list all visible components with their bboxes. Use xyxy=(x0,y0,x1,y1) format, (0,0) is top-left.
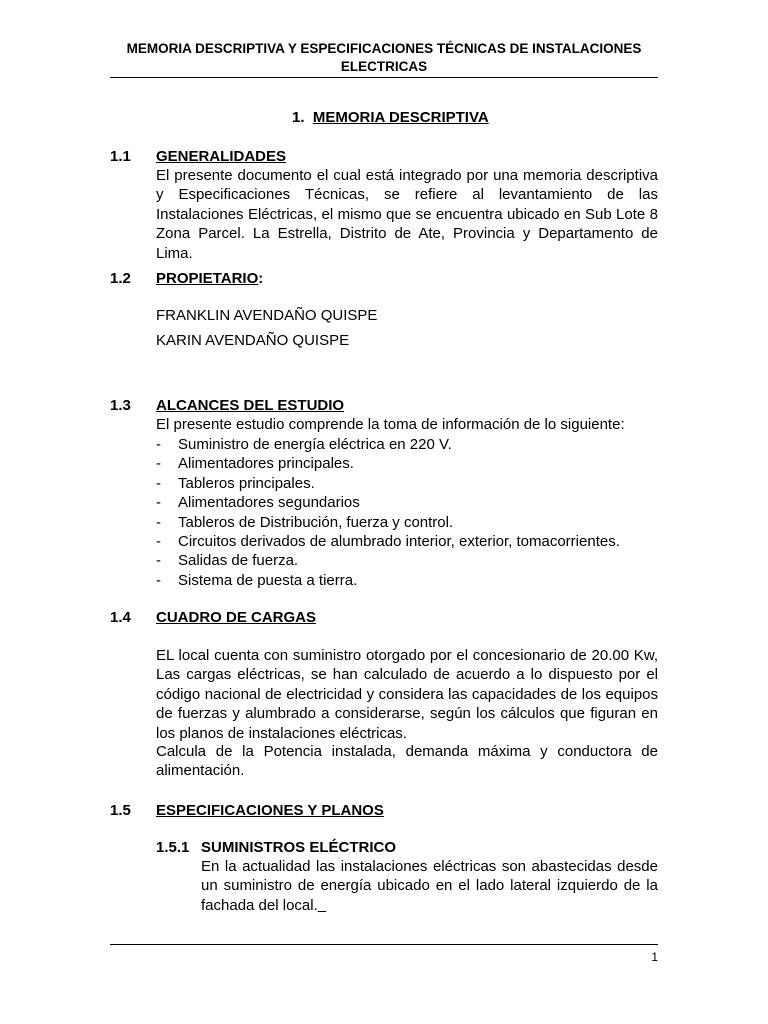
list-item: - Tableros principales. xyxy=(156,474,315,492)
section-number: 1.4 xyxy=(110,609,131,626)
section-title-colon: : xyxy=(258,270,264,287)
section-title: GENERALIDADES xyxy=(156,148,287,165)
suministros-paragraph: En la actualidad las instalaciones eléctricas son abastecidas desde un suministro de energía ubicado en el lado lateral izquierdo de la fachada del local. xyxy=(201,858,658,914)
subsection-number: 1.5.1 xyxy=(156,839,190,856)
main-title-text: MEMORIA DESCRIPTIVA xyxy=(312,109,489,126)
alcances-list xyxy=(156,435,658,590)
list-item: - Circuitos derivados de alumbrado interior, exterior, tomacorrientes. xyxy=(156,532,620,550)
section-title: ALCANCES DEL ESTUDIO xyxy=(156,397,345,414)
section-number: 1.5 xyxy=(110,802,131,819)
footer-rule xyxy=(110,944,658,945)
cuadro-cargas-paragraph-2: Calcula de la Potencia instalada, demanda máxima y conductora de alimentación. xyxy=(156,743,658,780)
section-number: 1.3 xyxy=(110,397,131,414)
owner-name: FRANKLIN AVENDAÑO QUISPE xyxy=(156,307,378,324)
page-header: MEMORIA DESCRIPTIVA Y ESPECIFICACIONES TÉCNICAS DE INSTALACIONES ELECTRICAS xyxy=(126,41,642,74)
list-item: - Suministro de energía eléctrica en 220 V. xyxy=(156,436,452,453)
section-title: ESPECIFICACIONES Y PLANOS xyxy=(156,802,384,819)
section-title: CUADRO DE CARGAS xyxy=(156,609,317,626)
list-item: - Alimentadores principales. xyxy=(156,455,354,473)
section-number: 1.2 xyxy=(110,270,131,287)
section-number: 1.1 xyxy=(110,148,131,165)
list-item: - Alimentadores segundarios xyxy=(156,494,360,512)
page-number: 1 xyxy=(651,950,658,964)
subsection-title: SUMINISTROS ELÉCTRICO xyxy=(201,839,397,856)
generalidades-paragraph: El presente documento el cual está integrado por una memoria descriptiva y Especificaciones Técnicas, se refiere al levantamiento de las Instalaciones Eléctricas, el mismo que se encuentra ubicado en Sub Lote 8 Zona Parcel. La Estrella, Distrito de Ate, Provincia y Departamento de Lima. xyxy=(156,167,658,262)
list-item: - Sistema de puesta a tierra. xyxy=(156,571,358,589)
list-item: - Tableros de Distribución, fuerza y control. xyxy=(156,513,454,531)
alcances-intro: El presente estudio comprende la toma de información de lo siguiente: xyxy=(156,416,625,433)
header-rule xyxy=(110,77,658,78)
main-title xyxy=(292,108,489,127)
section-title: PROPIETARIO xyxy=(156,270,259,287)
main-title-number: 1. xyxy=(292,109,305,126)
cuadro-cargas-paragraph: EL local cuenta con suministro otorgado por el concesionario de 20.00 Kw, Las cargas eléctricas, se han calculado de acuerdo a lo dispuesto por el código nacional de electricidad y considera las capacidades de los equipos de fuerzas y alumbrado a considerarse, según los cálculos que figuran en los planos de instalaciones eléctricas. xyxy=(156,647,658,742)
owner-name: KARIN AVENDAÑO QUISPE xyxy=(156,332,350,349)
list-item: - Salidas de fuerza. xyxy=(156,552,299,570)
